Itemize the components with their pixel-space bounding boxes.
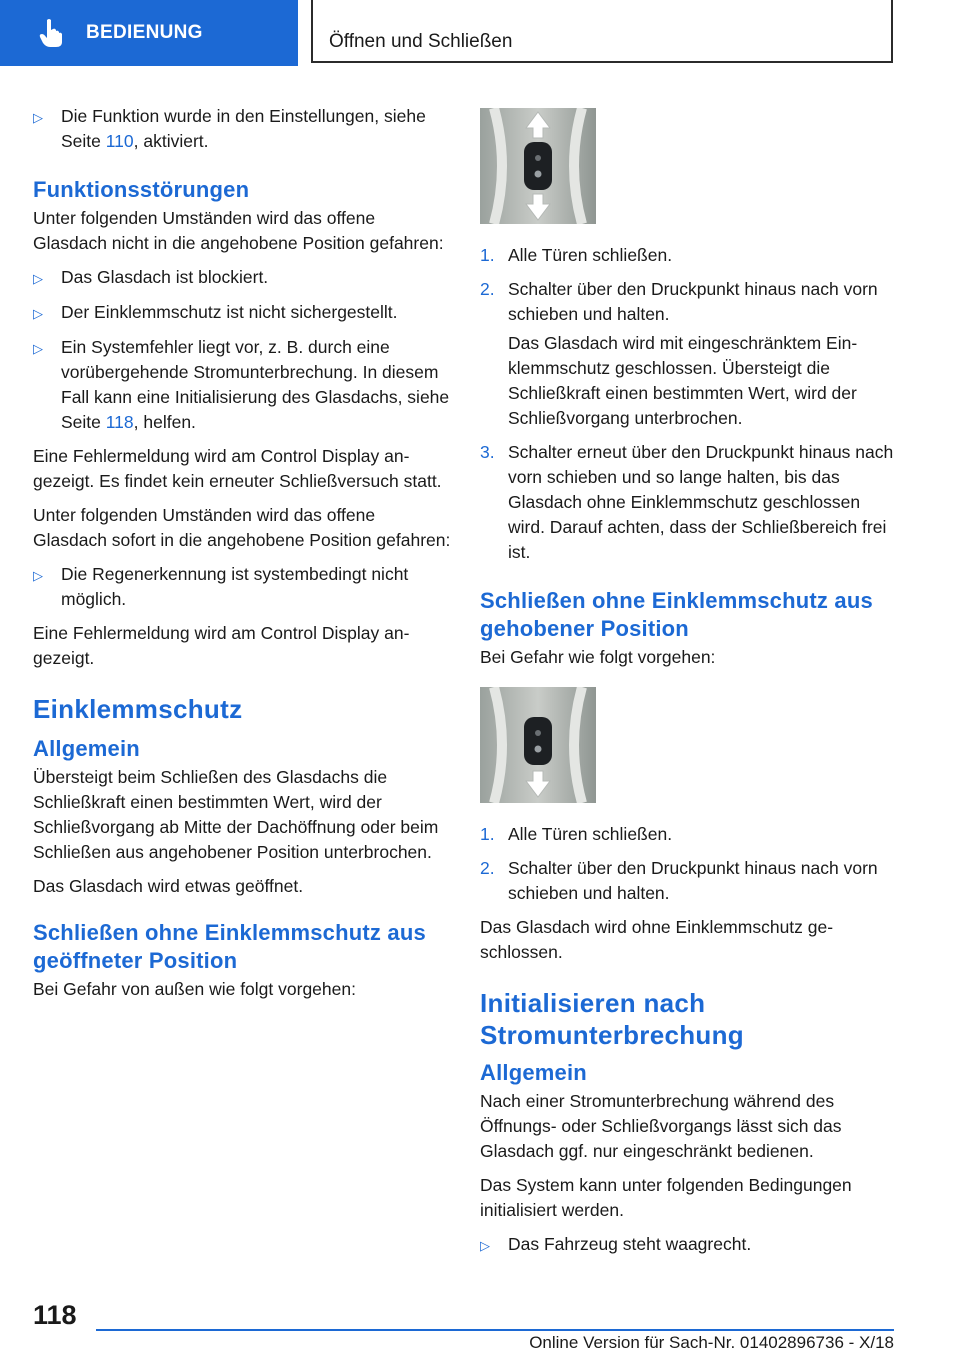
paragraph: Unter folgenden Umständen wird das offene Glasdach nicht in die angehobene Position gefahren: — [33, 208, 444, 253]
paragraph: Das System kann unter folgenden Bedingungen initialisiert werden. — [480, 1175, 852, 1220]
step-item: 2. Schalter über den Druckpunkt hinaus nach vorn schieben und halten. — [480, 279, 878, 324]
paragraph: Das Glasdach wird etwas geöffnet. — [33, 876, 304, 896]
paragraph: Nach einer Stromunterbrechung während des Öffnungs- oder Schließvorgangs lässt sich das Glasdach ggf. nur eingeschränkt bedienen. — [480, 1091, 842, 1161]
heading-allgemein: Allgemein — [480, 1060, 587, 1085]
left-column — [33, 104, 451, 1011]
right-column — [480, 108, 898, 1267]
bullet-triangle-icon: ▷ — [33, 110, 43, 125]
section-tab — [311, 0, 893, 63]
heading-funktionsstoerungen: Funktionsstörungen — [33, 177, 250, 202]
hand-pointer-icon — [38, 18, 66, 48]
paragraph: Bei Gefahr von außen wie folgt vorgehen: — [33, 979, 356, 999]
paragraph: Das Glasdach wird ohne Einklemmschutz geschlossen. — [480, 917, 834, 962]
section-title: Öffnen und Schließen — [329, 31, 513, 52]
bullet-text: Die Funktion wurde in den Einstellungen, siehe Seite 110, aktiviert. — [61, 106, 426, 151]
bullet-triangle-icon: ▷ — [33, 341, 43, 356]
heading-initialisieren: Initialisieren nach Stromunterbrechung — [480, 988, 744, 1050]
paragraph: Eine Fehlermeldung wird am Control Display angezeigt. — [33, 623, 410, 668]
bullet-triangle-icon: ▷ — [480, 1238, 490, 1253]
heading-schliessen-gehoben: Schließen ohne Einklemmschutz aus gehobener Position — [480, 588, 873, 641]
page-link[interactable]: 110 — [105, 131, 134, 151]
paragraph: Übersteigt beim Schließen des Glasdachs die Schließkraft einen bestimmten Wert, wird der Schließvorgang ab Mitte der Dachöffnung oder beim Schließen aus angehobener Position unterbrochen. — [33, 767, 439, 862]
chapter-label: BEDIENUNG — [86, 22, 203, 43]
page-header — [0, 0, 960, 66]
bullet-item — [33, 335, 451, 435]
step-item: 3. Schalter erneut über den Druckpunkt hinaus nach vorn schieben und so lange halten, bis das Glasdach ohne Einklemmschutz geschlossen wird. Darauf achten, dass der Schließbereich frei ist. — [480, 442, 894, 562]
heading-einklemmschutz: Einklemmschutz — [33, 694, 243, 724]
bullet-item — [33, 562, 451, 612]
paragraph: Bei Gefahr wie folgt vorgehen: — [480, 647, 716, 667]
bullet-triangle-icon: ▷ — [33, 306, 43, 321]
roof-switch-image — [480, 108, 596, 224]
step-item: 1. Alle Türen schließen. — [480, 245, 673, 265]
bullet-text: Die Regenerkennung ist systembedingt nicht möglich. — [61, 564, 409, 609]
bullet-item — [33, 104, 451, 154]
page-number: 118 — [33, 1300, 77, 1330]
bullet-text: Das Fahrzeug steht waagrecht. — [508, 1234, 752, 1254]
step-note: Das Glasdach wird mit eingeschränktem Einklemmschutz geschlossen. Übersteigt die Schließkraft einen bestimmten Wert, wird der Schließvorgang unterbrochen. — [508, 333, 858, 428]
footer-divider — [96, 1329, 894, 1331]
step-item: 1. Alle Türen schließen. — [480, 824, 673, 844]
page-link[interactable]: 118 — [105, 412, 134, 432]
bullet-item — [480, 1232, 898, 1258]
bullet-text: Das Glasdach ist blockiert. — [61, 267, 269, 287]
bullet-triangle-icon: ▷ — [33, 568, 43, 583]
bullet-item — [33, 300, 451, 326]
bullet-text: Der Einklemmschutz ist nicht sichergestellt. — [61, 302, 398, 322]
chapter-tab[interactable] — [0, 0, 298, 66]
paragraph: Unter folgenden Umständen wird das offene Glasdach sofort in die angehobene Position gefahren: — [33, 505, 451, 550]
heading-schliessen-geoeffnet: Schließen ohne Einklemmschutz aus geöffneter Position — [33, 920, 426, 973]
paragraph: Eine Fehlermeldung wird am Control Display angezeigt. Es findet kein erneuter Schließversuch statt. — [33, 446, 442, 491]
step-item: 2. Schalter über den Druckpunkt hinaus nach vorn schieben und halten. — [480, 858, 878, 903]
footer-version-text: Online Version für Sach-Nr. 01402896736 - X/18 — [529, 1333, 894, 1352]
heading-allgemein: Allgemein — [33, 736, 140, 761]
bullet-text: Ein Systemfehler liegt vor, z. B. durch eine vorübergehende Stromunterbrechung. In diesem Fall kann eine Initialisierung des Glasdachs, siehe Seite 118, helfen. — [61, 337, 450, 432]
bullet-triangle-icon: ▷ — [33, 271, 43, 286]
bullet-item — [33, 265, 451, 291]
roof-switch-image — [480, 687, 596, 803]
